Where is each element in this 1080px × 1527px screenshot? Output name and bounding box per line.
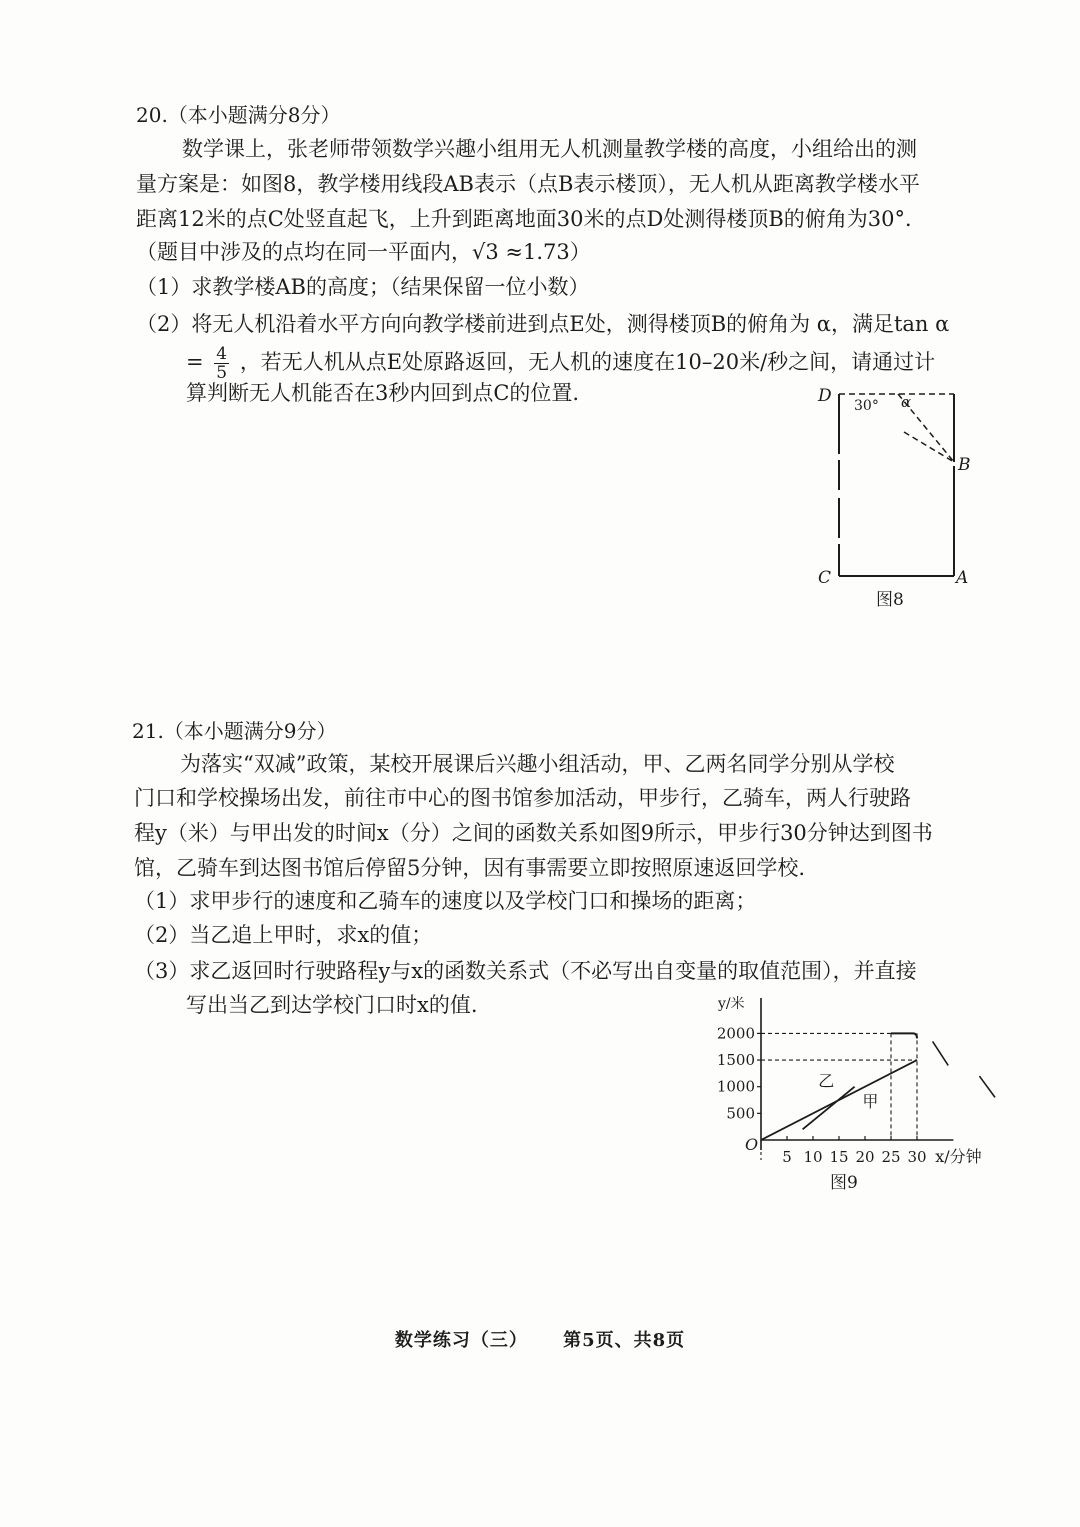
q21-part-3-cont: 写出当乙到达学校门口时x的值. [186, 993, 478, 1017]
x-tick-label: 5 [782, 1148, 792, 1166]
x-tick-label: 25 [881, 1148, 901, 1166]
q20-line-7-text: ，若无人机从点E处原路返回，无人机的速度在10–20米/秒之间，请通过计 [239, 350, 936, 374]
x-axis-label: x/分钟 [935, 1147, 982, 1166]
y-tick-label: 1000 [716, 1077, 755, 1096]
label-b: B [958, 455, 971, 475]
q21-part-1: （1）求甲步行的速度和乙骑车的速度以及学校门口和操场的距离； [134, 889, 757, 913]
q20-line-2: 量方案是：如图8，教学楼用线段AB表示（点B表示楼顶），无人机从距离教学楼水平 [136, 172, 920, 196]
q21-part-2: （2）当乙追上甲时，求x的值； [134, 923, 433, 947]
fraction-denominator: 5 [216, 363, 228, 383]
return-segment [979, 1076, 995, 1097]
x-tick-label: 20 [855, 1148, 875, 1166]
q21-line-1: 为落实“双减”政策，某校开展课后兴趣小组活动，甲、乙两名同学分别从学校 [180, 752, 895, 776]
x-tick-label: 30 [907, 1148, 927, 1166]
q20-line-8: 算判断无人机能否在3秒内回到点C的位置. [186, 381, 580, 405]
figure-8-caption: 图8 [876, 590, 904, 610]
angle-alpha-label: α [901, 393, 912, 411]
q21-line-4: 馆，乙骑车到达图书馆后停留5分钟，因有事需要立即按照原速返回学校. [134, 856, 806, 880]
fraction-numerator: 4 [216, 344, 228, 364]
x-tick-label: 15 [829, 1148, 849, 1166]
q21-line-3: 程y（米）与甲出发的时间x（分）之间的函数关系如图9所示，甲步行30分钟达到图书 [134, 821, 933, 845]
y-tick-label: 2000 [716, 1024, 755, 1043]
q20-line-3: 距离12米的点C处竖直起飞，上升到距离地面30米的点D处测得楼顶B的俯角为30°． [136, 207, 926, 231]
equals-sign: = [186, 350, 204, 374]
x-tick-label: 10 [803, 1148, 823, 1166]
q20-part-1: （1）求教学楼AB的高度；（结果保留一位小数） [136, 275, 590, 299]
angle-30-label: 30° [854, 398, 879, 414]
q21-heading: 21.（本小题满分9分） [132, 719, 337, 743]
footer-title: 数学练习（三） [394, 1330, 528, 1351]
label-d: D [818, 386, 832, 406]
figure-8 [806, 380, 996, 620]
page-footer [0, 1326, 1080, 1352]
q20-line-1: 数学课上，张老师带领数学兴趣小组用无人机测量教学楼的高度，小组给出的测 [182, 137, 917, 161]
y-tick-label: 1500 [716, 1051, 755, 1070]
fraction-4-5 [214, 345, 229, 382]
q20-heading: 20.（本小题满分8分） [136, 103, 341, 127]
return-segment [933, 1041, 949, 1065]
y-tick-label: 500 [726, 1104, 755, 1123]
q21-line-2: 门口和学校操场出发，前往市中心的图书馆参加活动，甲步行，乙骑车，两人行驶路 [134, 786, 911, 810]
figure-9-caption: 图9 [830, 1173, 858, 1193]
origin-label: O [745, 1135, 759, 1154]
q20-line-4: （题目中涉及的点均在同一平面内，√3 ≈1.73） [136, 240, 591, 264]
stop-segment [891, 1033, 917, 1038]
series-label-yi: 乙 [818, 1071, 835, 1091]
y-axis-label: y/米 [718, 996, 745, 1012]
series-line-yi [803, 1087, 855, 1130]
line-e-to-b [904, 432, 954, 462]
figure-9-chart [700, 990, 1010, 1200]
footer-page-number: 第5页、共8页 [563, 1330, 686, 1351]
q21-part-3: （3）求乙返回时行驶路程y与x的函数关系式（不必写出自变量的取值范围），并直接 [134, 959, 917, 983]
label-a: A [956, 568, 969, 588]
series-label-jia: 甲 [862, 1091, 879, 1111]
q20-part-2: （2）将无人机沿着水平方向向教学楼前进到点E处，测得楼顶B的俯角为 α，满足tan α [136, 312, 950, 336]
label-c: C [818, 568, 832, 588]
